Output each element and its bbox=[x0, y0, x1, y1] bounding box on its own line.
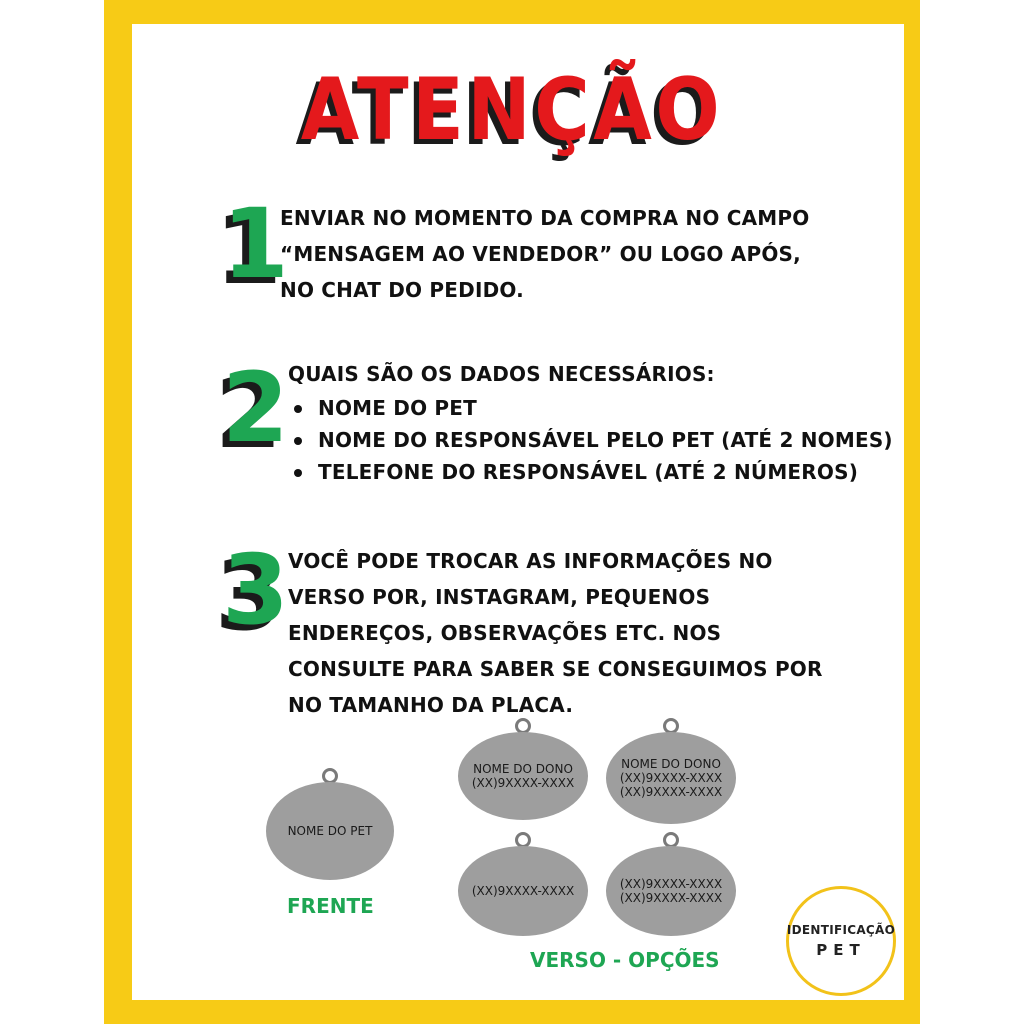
logo-line-1: IDENTIFICAÇÃO bbox=[786, 923, 896, 937]
step-1-line: ENVIAR NO MOMENTO DA COMPRA NO CAMPO bbox=[280, 206, 810, 230]
step-1-line: “MENSAGEM AO VENDEDOR” OU LOGO APÓS, bbox=[280, 242, 801, 266]
step-3-line: ENDEREÇOS, OBSERVAÇÕES ETC. NOS bbox=[288, 621, 722, 645]
step-1-text bbox=[280, 200, 809, 308]
list-item: TELEFONE DO RESPONSÁVEL (ATÉ 2 NÚMEROS) bbox=[288, 456, 893, 488]
tag-line: (XX)9XXXX-XXXX bbox=[619, 771, 723, 785]
back-tag-option-1 bbox=[458, 718, 588, 820]
back-tag-option-2 bbox=[606, 718, 736, 824]
tag-line: (XX)9XXXX-XXXX bbox=[471, 884, 575, 898]
tag-disc bbox=[266, 782, 394, 880]
tag-disc bbox=[458, 732, 588, 820]
tag-line: NOME DO DONO bbox=[473, 762, 573, 776]
list-item: NOME DO PET bbox=[288, 392, 893, 424]
step-3-line: NO TAMANHO DA PLACA. bbox=[288, 693, 574, 717]
page-title: ATENÇÃO bbox=[300, 60, 724, 160]
tag-line: NOME DO DONO bbox=[621, 757, 721, 771]
front-caption: FRENTE bbox=[287, 894, 374, 918]
tag-disc bbox=[606, 732, 736, 824]
step-2-heading: QUAIS SÃO OS DADOS NECESSÁRIOS: bbox=[288, 362, 715, 386]
list-item: NOME DO RESPONSÁVEL PELO PET (ATÉ 2 NOMES) bbox=[288, 424, 893, 456]
back-tag-option-3 bbox=[458, 832, 588, 936]
tag-line: (XX)9XXXX-XXXX bbox=[619, 877, 723, 891]
step-3-line: VERSO POR, INSTAGRAM, PEQUENOS bbox=[288, 585, 711, 609]
step-3-text bbox=[288, 543, 823, 723]
tag-line: (XX)9XXXX-XXXX bbox=[471, 776, 575, 790]
back-caption: VERSO - OPÇÕES bbox=[530, 948, 720, 972]
step-2-text bbox=[288, 356, 893, 488]
front-tag bbox=[266, 768, 394, 880]
step-1-number: 1 bbox=[222, 188, 289, 300]
step-3-line: CONSULTE PARA SABER SE CONSEGUIMOS POR bbox=[288, 657, 823, 681]
step-3-line: VOCÊ PODE TROCAR AS INFORMAÇÕES NO bbox=[288, 549, 773, 573]
tag-line: (XX)9XXXX-XXXX bbox=[619, 891, 723, 905]
step-1-line: NO CHAT DO PEDIDO. bbox=[280, 278, 524, 302]
tag-line: (XX)9XXXX-XXXX bbox=[619, 785, 723, 799]
tag-disc bbox=[458, 846, 588, 936]
back-tag-option-4 bbox=[606, 832, 736, 936]
step-2-number: 2 bbox=[222, 352, 289, 464]
logo-line-2: PET bbox=[816, 941, 866, 959]
tag-line: NOME DO PET bbox=[287, 824, 373, 838]
step-3-number: 3 bbox=[222, 534, 289, 646]
tag-disc bbox=[606, 846, 736, 936]
brand-logo bbox=[786, 886, 896, 996]
required-data-list bbox=[288, 392, 893, 488]
